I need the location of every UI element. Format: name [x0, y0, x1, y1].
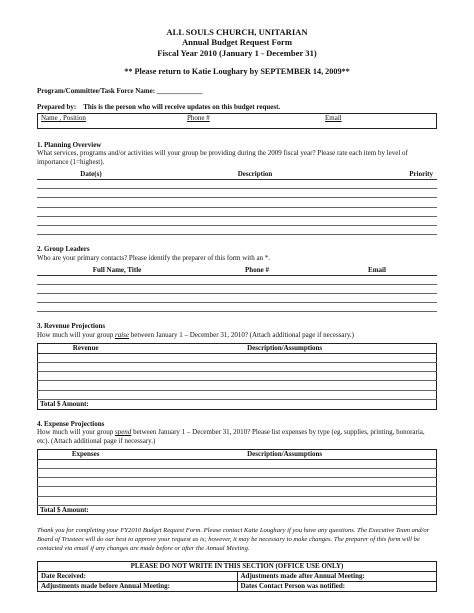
planning-title: 1. Planning Overview — [37, 140, 102, 149]
table-row[interactable] — [37, 207, 437, 216]
table-row[interactable] — [38, 487, 437, 496]
form-header — [37, 27, 437, 77]
table-row[interactable] — [37, 293, 437, 302]
table-row[interactable] — [38, 372, 437, 381]
org-name: ALL SOULS CHURCH, UNITARIAN — [166, 27, 308, 37]
office-use-table — [37, 561, 437, 592]
table-row[interactable] — [37, 284, 437, 293]
program-name-line — [37, 87, 437, 96]
date-received-field[interactable]: Date Received: — [38, 572, 238, 582]
expense-table — [37, 449, 437, 516]
revenue-total-label[interactable]: Total $ Amount: — [40, 399, 89, 408]
leaders-table — [37, 266, 437, 313]
expense-col-expenses: Expenses — [38, 449, 134, 459]
revenue-col-revenue: Revenue — [38, 343, 134, 353]
leaders-col-email: Email — [317, 266, 437, 276]
office-use-title: PLEASE DO NOT WRITE IN THIS SECTION (OFFICE USE ONLY) — [38, 562, 437, 572]
adjustments-after-field[interactable]: Adjustments made after Annual Meeting: — [237, 572, 437, 582]
table-row[interactable] — [37, 198, 437, 207]
planning-col-description: Description — [145, 170, 365, 180]
adjustments-before-field[interactable]: Adjustments made before Annual Meeting: — [38, 582, 238, 592]
expense-desc: How much will your group spend between January 1 – December 31, 2010? Please list expenses by type (eg, supplies, printing, honoraria, etc). (Attach additional page if necessary.) — [37, 428, 425, 445]
form-title: Annual Budget Request Form — [181, 37, 293, 48]
name-position-label: Name , Position — [41, 113, 86, 122]
table-row[interactable] — [38, 390, 437, 399]
prepared-by-box[interactable] — [37, 113, 437, 129]
prepared-by-desc: This is the person who will receive updates on this budget request. — [83, 102, 281, 111]
revenue-title: 3. Revenue Projections — [37, 322, 106, 331]
prepared-by-label: Prepared by: — [37, 102, 77, 111]
prepared-by-line — [37, 103, 437, 112]
fiscal-year: Fiscal Year 2010 (January 1 - December 31) — [157, 47, 317, 58]
table-row[interactable] — [38, 478, 437, 487]
table-row[interactable] — [37, 225, 437, 234]
dates-contact-notified-field[interactable]: Dates Contact Person was notified: — [237, 582, 437, 592]
leaders-title: 2. Group Leaders — [37, 245, 90, 254]
email-label: Email — [325, 113, 342, 122]
revenue-col-description: Description/Assumptions — [133, 343, 436, 353]
phone-label: Phone # — [187, 113, 210, 122]
table-row[interactable] — [37, 275, 437, 284]
table-row[interactable] — [37, 303, 437, 312]
expense-desc-emphasis: spend — [114, 428, 132, 437]
planning-desc: What services, programs and/or activities will your group be providing during the 2009 fiscal year? Please rate each item by level of importance (1=highest). — [37, 149, 408, 167]
table-row[interactable] — [37, 179, 437, 188]
table-row[interactable] — [37, 216, 437, 225]
program-name-label: Program/Committee/Task Force Name: — [37, 87, 156, 96]
table-row[interactable] — [38, 363, 437, 372]
table-row[interactable] — [38, 353, 437, 362]
revenue-desc: How much will your group raise between January 1 – December 31, 2010? (Attach additional page if necessary.) — [37, 331, 354, 340]
revenue-desc-emphasis: raise — [114, 331, 129, 340]
leaders-desc: Who are your primary contacts? Please identify the preparer of this form with an *. — [37, 253, 271, 262]
expense-title: 4. Expense Projections — [37, 419, 105, 428]
return-note: ** Please return to Katie Loughary by SEPTEMBER 14, 2009** — [124, 66, 350, 76]
revenue-table — [37, 343, 437, 410]
table-row[interactable] — [38, 496, 437, 505]
program-name-value[interactable]: _____________ — [156, 87, 203, 96]
expense-col-description: Description/Assumptions — [133, 449, 436, 459]
table-row[interactable] — [38, 381, 437, 390]
leaders-col-phone: Phone # — [197, 266, 317, 276]
table-row[interactable] — [37, 189, 437, 198]
planning-col-priority: Priority — [365, 170, 437, 180]
table-row[interactable] — [38, 459, 437, 468]
thank-you-note: Thank you for completing your FY2010 Budget Request Form. Please contact Katie Loughary if you have any questions. The Executive Team and/or Board of Trustees will do our best to approve your request as is; however, it may be necessary to make changes. The preparer of this form will be contacted via email if any changes are made before or after the Annual Meeting. — [37, 527, 430, 552]
planning-table — [37, 170, 437, 235]
table-row[interactable] — [38, 468, 437, 477]
expense-total-label[interactable]: Total $ Amount: — [40, 505, 89, 514]
leaders-col-name: Full Name, Title — [37, 266, 197, 276]
planning-col-dates: Date(s) — [37, 170, 145, 180]
